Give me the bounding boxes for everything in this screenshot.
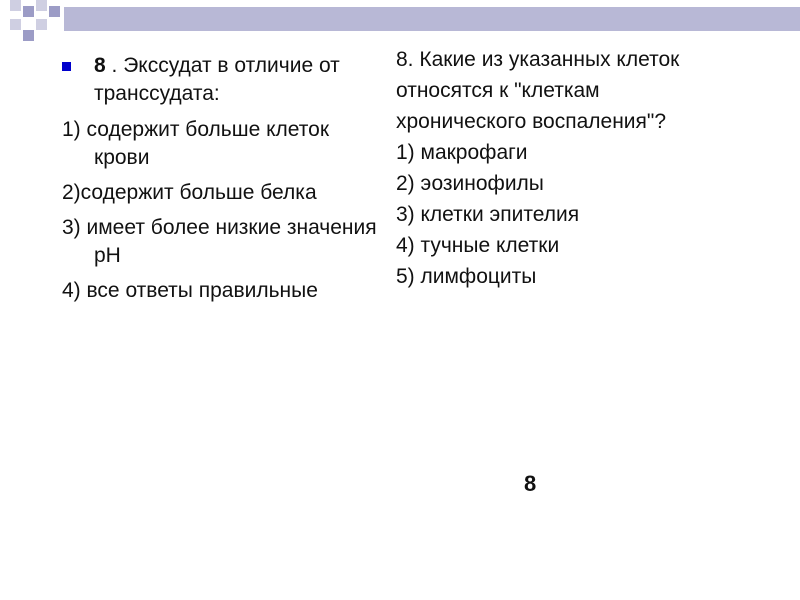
answer-option: 2)содержит больше белка <box>62 181 317 204</box>
right-question-line: хронического воспаления"? <box>396 110 667 133</box>
answer-option: 3) имеет более низкие значения pH <box>62 216 377 267</box>
decor-square <box>49 6 60 17</box>
right-question-line: 8. Какие из указанных клеток <box>396 48 680 71</box>
page-number: 8 <box>524 471 537 496</box>
left-question-text: . Экссудат в отличие от транссудата: <box>94 54 340 105</box>
answer-option: 3) клетки эпителия <box>396 203 580 226</box>
decor-square <box>10 19 21 30</box>
answer-option: 4) тучные клетки <box>396 234 560 257</box>
decor-square <box>10 0 21 11</box>
left-question <box>62 52 382 312</box>
square-bullet-icon <box>62 62 71 71</box>
right-question <box>396 44 776 292</box>
answer-option: 5) лимфоциты <box>396 265 537 288</box>
left-question-title <box>62 52 382 108</box>
answer-option: 1) содержит больше клеток крови <box>62 118 330 169</box>
answer-option: 1) макрофаги <box>396 141 528 164</box>
header-decoration <box>0 0 800 44</box>
decor-square <box>23 6 34 17</box>
header-band <box>64 7 800 31</box>
answer-option: 4) все ответы правильные <box>62 279 318 302</box>
decor-square <box>36 0 47 11</box>
right-question-line: относятся к "клеткам <box>396 79 600 102</box>
left-question-number: 8 <box>94 54 106 77</box>
decor-square <box>23 30 34 41</box>
answer-option: 2) эозинофилы <box>396 172 544 195</box>
decor-square <box>36 19 47 30</box>
